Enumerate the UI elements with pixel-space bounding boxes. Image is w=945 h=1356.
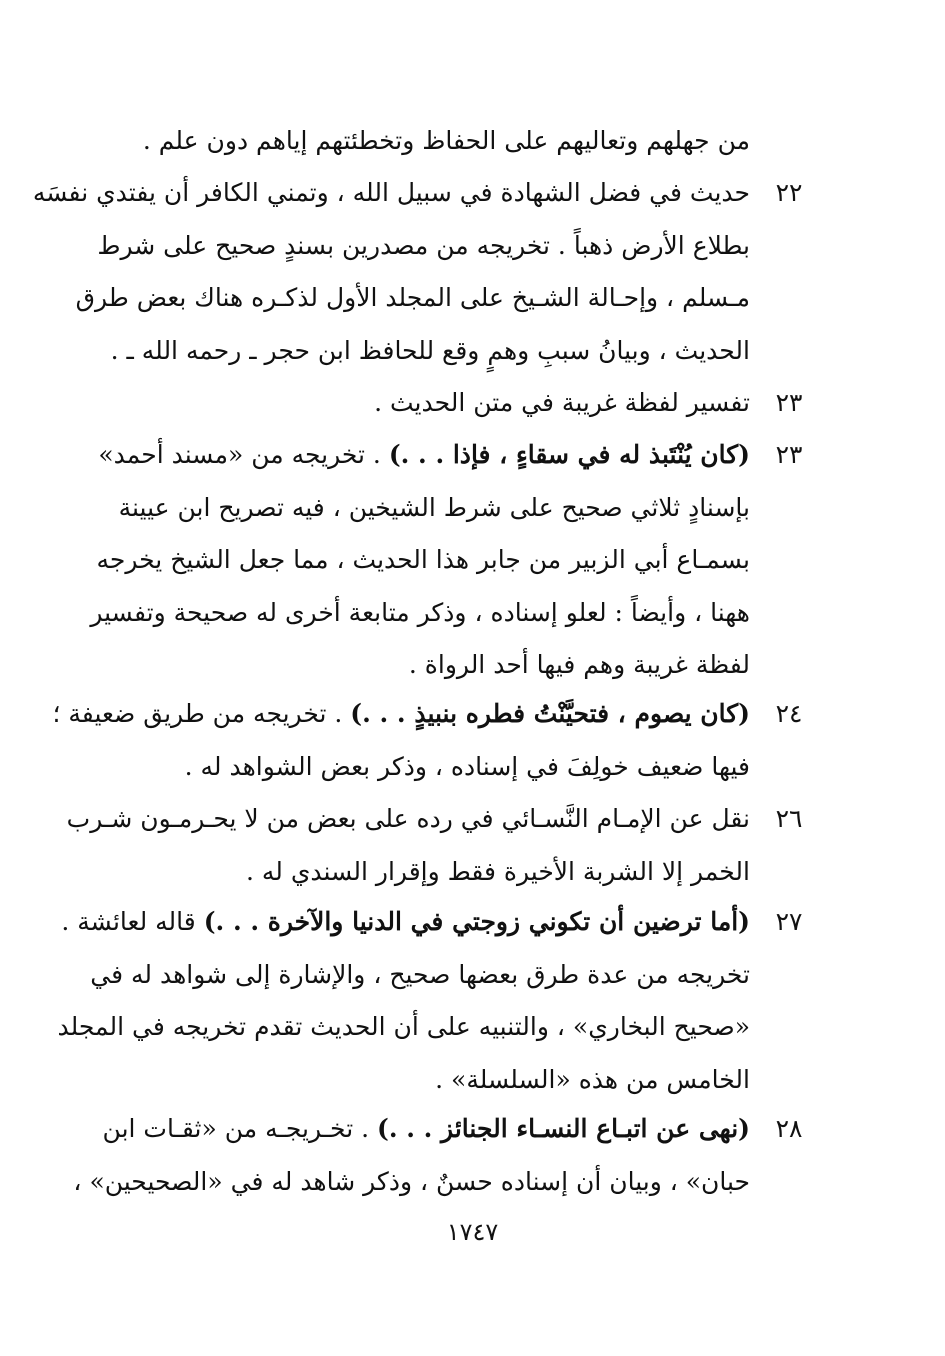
page-number: ١٧٤٧ bbox=[446, 1218, 499, 1246]
text-line bbox=[61, 896, 750, 949]
text-line: بسمـاع أبي الزبير من جابر هذا الحديث ، مما جعل الشيخ يخرجه bbox=[96, 545, 750, 574]
entry-number: ٢٣ bbox=[775, 388, 803, 417]
entry-continuation bbox=[128, 115, 750, 168]
text-segment: قاله لعائشة . bbox=[61, 907, 204, 936]
entry-24 bbox=[52, 688, 750, 793]
text-segment: . تخـريجـه من «ثقـات ابن bbox=[102, 1114, 377, 1143]
entry-number: ٢٢ bbox=[775, 178, 803, 207]
text-line: نقل عن الإمـام النَّسـائي في رده على بعض من لا يحـرمـون شـرب bbox=[66, 804, 750, 833]
entry-26 bbox=[66, 793, 750, 898]
text-line: من جهلهم وتعاليهم على الحفاظ وتخطئتهم إياهم دون علم . bbox=[142, 126, 750, 155]
text-line: لفظة غريبة وهم فيها أحد الرواة . bbox=[408, 650, 750, 679]
entry-23b bbox=[90, 429, 750, 692]
text-line: الحديث ، وبيانُ سببِ وهمٍ وقع للحافظ ابن حجر ـ رحمه الله ـ . bbox=[110, 335, 750, 365]
entry-23a bbox=[128, 377, 750, 430]
text-line bbox=[102, 1103, 750, 1156]
text-line: مـسلم ، وإحـالة الشـيخ على المجلد الأول لذكـره هناك بعض طرق bbox=[75, 283, 750, 312]
text-line: بطلاع الأرض ذهباً . تخريجه من مصدرين بسندٍ صحيح على شرط bbox=[97, 230, 750, 260]
text-line: الخامس من هذه «السلسلة» . bbox=[435, 1064, 750, 1094]
entry-number: ٢٧ bbox=[775, 907, 803, 936]
entry-number: ٢٤ bbox=[775, 699, 803, 728]
text-line: ههنا ، وأيضاً : لعلو إسناده ، وذكر متابعة أخرى له صحيحة وتفسير bbox=[90, 597, 750, 627]
text-line: تخريجه من عدة طرق بعضها صحيح ، والإشارة إلى شواهد له في bbox=[90, 959, 750, 989]
hadith-quote: (كان يصوم ، فتحيَّنْتُ فطره بنبيذٍ . . .) bbox=[350, 699, 750, 728]
text-segment: . تخريجه من «مسند أحمد» bbox=[98, 440, 389, 469]
hadith-quote: (نهى عن اتبـاع النسـاء الجنائز . . .) bbox=[377, 1114, 750, 1143]
entry-28 bbox=[73, 1103, 750, 1208]
entry-22 bbox=[32, 167, 750, 377]
text-segment: . تخريجه من طريق ضعيفة ؛ bbox=[52, 699, 351, 728]
text-line: بإسنادٍ ثلاثي صحيح على شرط الشيخين ، فيه تصريح ابن عيينة bbox=[118, 492, 750, 522]
text-line: الخمر إلا الشربة الأخيرة فقط وإقرار السندي له . bbox=[245, 856, 750, 886]
text-line: فيها ضعيف خولِفَ في إسناده ، وذكر بعض الشواهد له . bbox=[184, 751, 750, 781]
text-line: حديث في فضل الشهادة في سبيل الله ، وتمني الكافر أن يفتدي نفسَه bbox=[32, 178, 750, 207]
hadith-quote: (كان يُنْتَبذ له في سقاءٍ ، فإذا . . .) bbox=[388, 440, 750, 469]
text-line: تفسير لفظة غريبة في متن الحديث . bbox=[374, 388, 750, 417]
entry-27 bbox=[57, 896, 750, 1106]
text-line: حبان» ، وبيان أن إسناده حسنٌ ، وذكر شاهد له في «الصحيحين» ، bbox=[73, 1166, 750, 1196]
hadith-quote: (أما ترضين أن تكوني زوجتي في الدنيا والآخرة . . .) bbox=[203, 907, 750, 936]
text-line: «صحيح البخاري» ، والتنبيه على أن الحديث تقدم تخريجه في المجلد bbox=[57, 1012, 750, 1041]
text-line bbox=[98, 429, 750, 482]
text-line bbox=[52, 688, 750, 741]
entry-number: ٢٨ bbox=[775, 1114, 803, 1143]
entry-number: ٢٦ bbox=[775, 804, 803, 833]
entry-number: ٢٣ bbox=[775, 440, 803, 469]
